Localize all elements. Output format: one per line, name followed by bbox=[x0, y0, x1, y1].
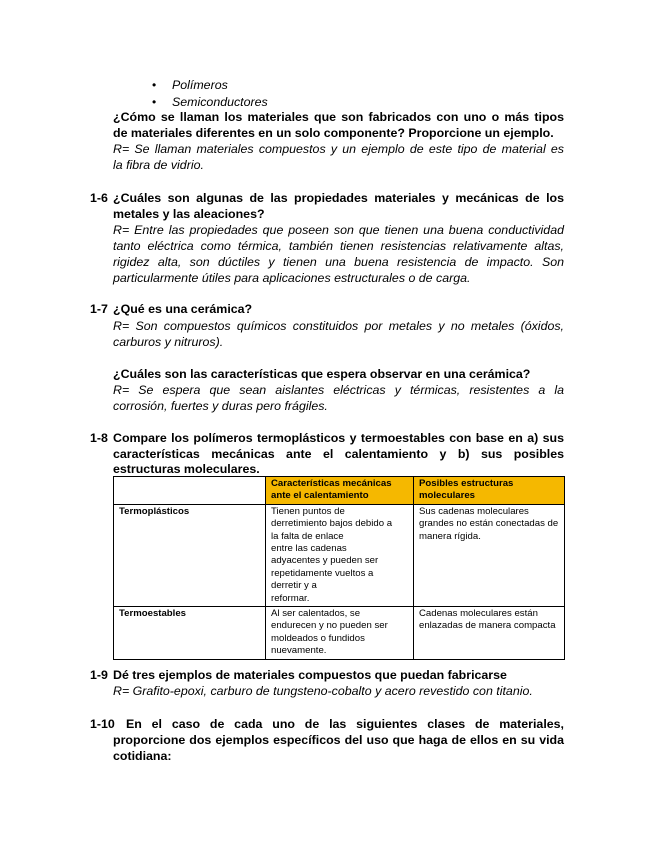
table-header-structures: Posibles estructuras moleculares bbox=[414, 477, 565, 505]
cell-text-line: reformar. bbox=[271, 592, 310, 604]
answer-1-7-sub-line1: R= Se espera que sean aislantes eléctricas y térmicas, resistentes a la bbox=[113, 383, 564, 397]
cell-termoestables-mechanical: Al ser calentados, se endurecen y no pueden ser moldeados o fundidos nuevamente. bbox=[266, 607, 414, 660]
row-label-termoplasticos: Termoplásticos bbox=[114, 504, 266, 606]
question-1-8-line1: Compare los polímeros termoplásticos y termoestables con base en a) sus bbox=[113, 431, 564, 445]
answer-compuestos-line2: la fibra de vidrio. bbox=[113, 158, 204, 172]
table-row bbox=[114, 504, 565, 606]
question-number-1-8: 1-8 bbox=[90, 431, 108, 445]
question-1-9: Dé tres ejemplos de materiales compuestos que puedan fabricarse bbox=[113, 668, 507, 682]
bullet-dot: • bbox=[152, 78, 157, 92]
answer-1-7-line1: R= Son compuestos químicos constituidos por metales y no metales (óxidos, bbox=[113, 319, 564, 333]
answer-1-6-line1: R= Entre las propiedades que poseen son que tienen una buena conductividad bbox=[113, 223, 564, 237]
table-row bbox=[114, 607, 565, 660]
cell-termoplasticos-structure: Sus cadenas moleculares grandes no están conectadas de manera rígida. bbox=[414, 504, 565, 606]
answer-1-6-line3: rigidez alta, son dúctiles y tienen una buena resistencia de impacto. Son bbox=[113, 255, 564, 269]
table-header-empty bbox=[114, 477, 266, 505]
question-number-1-7: 1-7 bbox=[90, 302, 108, 316]
cell-text-line: entre las cadenas bbox=[271, 543, 347, 555]
question-compuestos-line1: ¿Cómo se llaman los materiales que son fabricados con uno o más tipos bbox=[113, 110, 564, 124]
cell-text-line: derretir y a bbox=[271, 580, 317, 592]
table-header-row bbox=[114, 477, 565, 505]
question-1-8-line2: características mecánicas ante el calentamiento y b) sus posibles bbox=[113, 447, 564, 461]
answer-compuestos-line1: R= Se llaman materiales compuestos y un ejemplo de este tipo de material es bbox=[113, 142, 564, 156]
question-1-7: ¿Qué es una cerámica? bbox=[113, 302, 253, 316]
question-1-10-line1: En el caso de cada uno de las siguientes clases de materiales, bbox=[126, 717, 564, 731]
row-label-termoestables: Termoestables bbox=[114, 607, 266, 660]
cell-termoplasticos-mechanical bbox=[266, 504, 414, 606]
question-number-1-10: 1-10 bbox=[90, 717, 115, 731]
answer-1-6-line4: particularmente útiles para aplicaciones estructurales o de carga. bbox=[113, 271, 471, 285]
question-compuestos-line2: de materiales diferentes en un solo componente? Proporcione un ejemplo. bbox=[113, 126, 554, 140]
question-1-8-line3: estructuras moleculares. bbox=[113, 462, 260, 476]
question-number-1-9: 1-9 bbox=[90, 668, 108, 682]
cell-text-line: la falta de enlace bbox=[271, 530, 344, 542]
question-1-7-sub: ¿Cuáles son las características que espera observar en una cerámica? bbox=[113, 367, 531, 381]
cell-text-line: adyacentes y pueden ser bbox=[271, 555, 379, 567]
answer-1-7-sub-line2: corrosión, fuertes y duras pero frágiles. bbox=[113, 399, 328, 413]
question-1-10-line2: proporcione dos ejemplos específicos del uso que haga de ellos en su vida bbox=[113, 733, 564, 747]
cell-text-line: Tienen puntos de bbox=[271, 505, 345, 517]
cell-termoestables-structure: Cadenas moleculares están enlazadas de manera compacta bbox=[414, 607, 565, 660]
bullet-semiconductores: Semiconductores bbox=[172, 95, 268, 109]
question-number-1-6: 1-6 bbox=[90, 191, 108, 205]
polymers-comparison-table bbox=[113, 476, 565, 660]
bullet-dot: • bbox=[152, 95, 157, 109]
answer-1-6-line2: tanto eléctrica como térmica, también tienen resistencias relativamente altas, bbox=[113, 239, 564, 253]
cell-text-line: derretimiento bajos debido a bbox=[271, 518, 393, 530]
question-1-6-line2: metales y las aleaciones? bbox=[113, 207, 265, 221]
table-header-mechanical: Características mecánicas ante el calentamiento bbox=[266, 477, 414, 505]
answer-1-7-line2: carburos y nitruros). bbox=[113, 335, 224, 349]
bullet-polimeros: Polímeros bbox=[172, 78, 228, 92]
question-1-10-line3: cotidiana: bbox=[113, 749, 172, 763]
cell-text-line: repetidamente vueltos a bbox=[271, 567, 374, 579]
answer-1-9: R= Grafito-epoxi, carburo de tungsteno-cobalto y acero revestido con titanio. bbox=[113, 684, 533, 698]
question-1-6-line1: ¿Cuáles son algunas de las propiedades materiales y mecánicas de los bbox=[113, 191, 564, 205]
